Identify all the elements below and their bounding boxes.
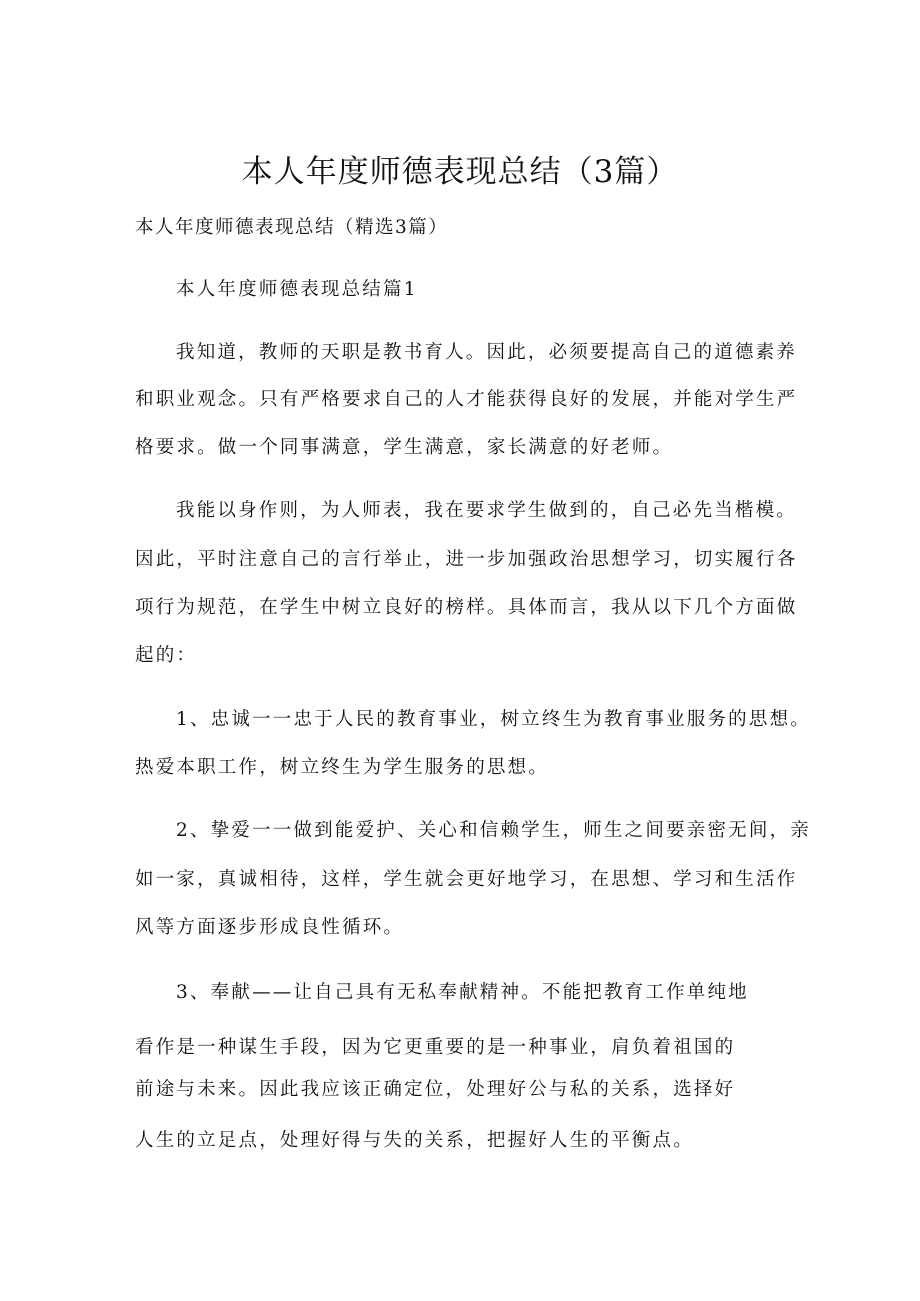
paragraph-5-line-4: 人生的立足点，处理好得与失的关系，把握好人生的平衡点。 bbox=[135, 1130, 694, 1151]
document-title: 本人年度师德表现总结（3篇） bbox=[241, 154, 679, 190]
document-subtitle: 本人年度师德表现总结（精选3篇） bbox=[135, 217, 449, 238]
section-heading: 本人年度师德表现总结篇1 bbox=[176, 279, 418, 300]
paragraph-2-line-2: 因此，平时注意自己的言行举止，进一步加强政治思想学习，切实履行各 bbox=[135, 549, 798, 570]
paragraph-2-line-4: 起的： bbox=[135, 645, 198, 666]
paragraph-4-line-1: 2、挚爱一一做到能爱护、关心和信赖学生，师生之间要亲密无间，亲 bbox=[176, 820, 811, 841]
paragraph-4-line-2: 如一家，真诚相待，这样，学生就会更好地学习，在思想、学习和生活作 bbox=[135, 869, 798, 890]
paragraph-5-line-3: 前途与未来。因此我应该正确定位，处理好公与私的关系，选择好 bbox=[135, 1079, 736, 1100]
paragraph-4-line-3: 风等方面逐步形成良性循环。 bbox=[135, 917, 405, 938]
paragraph-5-line-1: 3、奉献——让自己具有无私奉献精神。不能把教育工作单纯地 bbox=[176, 982, 749, 1003]
paragraph-1-line-3: 格要求。做一个同事满意，学生满意，家长满意的好老师。 bbox=[135, 437, 674, 458]
paragraph-1-line-2: 和职业观念。只有严格要求自己的人才能获得良好的发展，并能对学生严 bbox=[135, 389, 798, 410]
paragraph-2-line-1: 我能以身作则，为人师表，我在要求学生做到的，自己必先当楷模。 bbox=[176, 500, 798, 521]
paragraph-3-line-2: 热爱本职工作，树立终生为学生服务的思想。 bbox=[135, 757, 550, 778]
paragraph-5-line-2: 看作是一种谋生手段，因为它更重要的是一种事业，肩负着祖国的 bbox=[135, 1037, 736, 1058]
paragraph-1-line-1: 我知道，教师的天职是教书育人。因此，必须要提高自己的道德素养 bbox=[176, 342, 798, 363]
paragraph-3-line-1: 1、忠诚一一忠于人民的教育事业，树立终生为教育事业服务的思想。 bbox=[176, 709, 811, 730]
paragraph-2-line-3: 项行为规范，在学生中树立良好的榜样。具体而言，我从以下几个方面做 bbox=[135, 597, 798, 618]
